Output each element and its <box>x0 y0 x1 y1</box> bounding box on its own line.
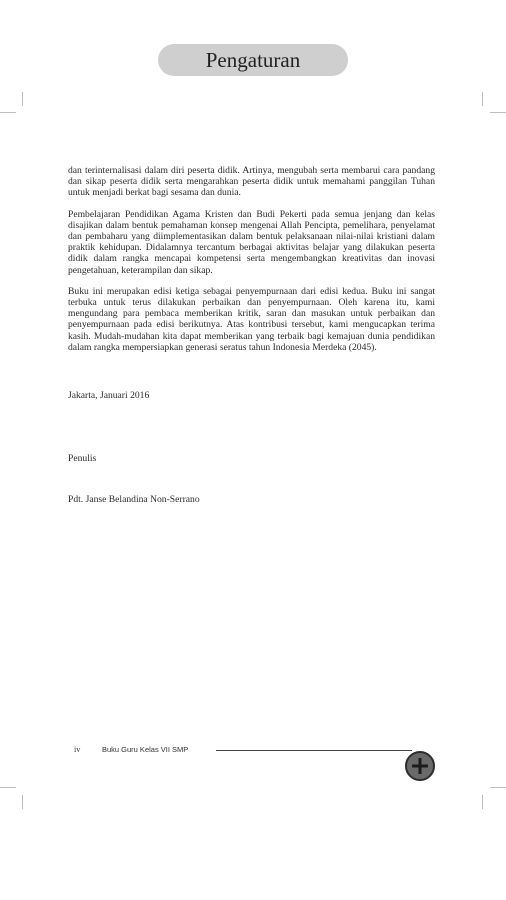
paragraph: Pembelajaran Pendidikan Agama Kristen dan Budi Pekerti pada semua jenjang dan kelas disajikan dalam bentuk pemahaman konsep mengenai Allah Pencipta, pemelihara, penyelamat dan pembaharu yang diimplementasikan dalam bentuk pelaksanaan nilai-nilai kristiani dalam praktik kehidupan. Didalamnya tercantum berbagai aktivitas belajar yang dilakukan peserta didik dalam rangka mencapai kompetensi serta mengembangkan kreativitas dan inovasi pengetahuan, keterampilan dan sikap. <box>68 208 435 276</box>
crop-mark <box>490 787 506 788</box>
crop-mark <box>482 795 483 809</box>
crop-mark <box>22 795 23 809</box>
footer-rule <box>216 750 412 751</box>
page-number: iv <box>74 745 81 754</box>
crop-mark <box>22 92 23 106</box>
page-title-pill <box>158 44 348 76</box>
footer-book-title: Buku Guru Kelas VII SMP <box>102 745 189 754</box>
document-body <box>68 165 435 363</box>
place-date: Jakarta, Januari 2016 <box>68 390 150 401</box>
plus-icon <box>411 757 429 775</box>
zoom-in-button[interactable] <box>405 751 435 781</box>
crop-mark <box>490 112 506 113</box>
crop-mark <box>0 787 16 788</box>
page-title: Pengaturan <box>205 47 301 72</box>
crop-mark <box>482 92 483 106</box>
author-name: Pdt. Janse Belandina Non-Serrano <box>68 494 200 505</box>
author-label: Penulis <box>68 453 97 464</box>
paragraph: Buku ini merupakan edisi ketiga sebagai penyempurnaan dari edisi kedua. Buku ini sangat terbuka untuk terus dilakukan perbaikan dan penyempurnaan. Oleh karena itu, kami mengundang para pembaca memberikan kritik, saran dan masukan untuk perbaikan dan penyempurnaan pada edisi berikutnya. Atas kontribusi tersebut, kami mengucapkan terima kasih. Mudah-mudahan kita dapat memberikan yang terbaik bagi kemajuan dunia pendidikan dalam rangka mempersiapkan generasi seratus tahun Indonesia Merdeka (2045). <box>68 285 435 353</box>
crop-mark <box>0 112 16 113</box>
paragraph: dan terinternalisasi dalam diri peserta didik. Artinya, mengubah serta membarui cara pandang dan sikap peserta didik serta mengarahkan peserta didik untuk memahami panggilan Tuhan untuk menjadi berkat bagi sesama dan dunia. <box>68 165 435 199</box>
